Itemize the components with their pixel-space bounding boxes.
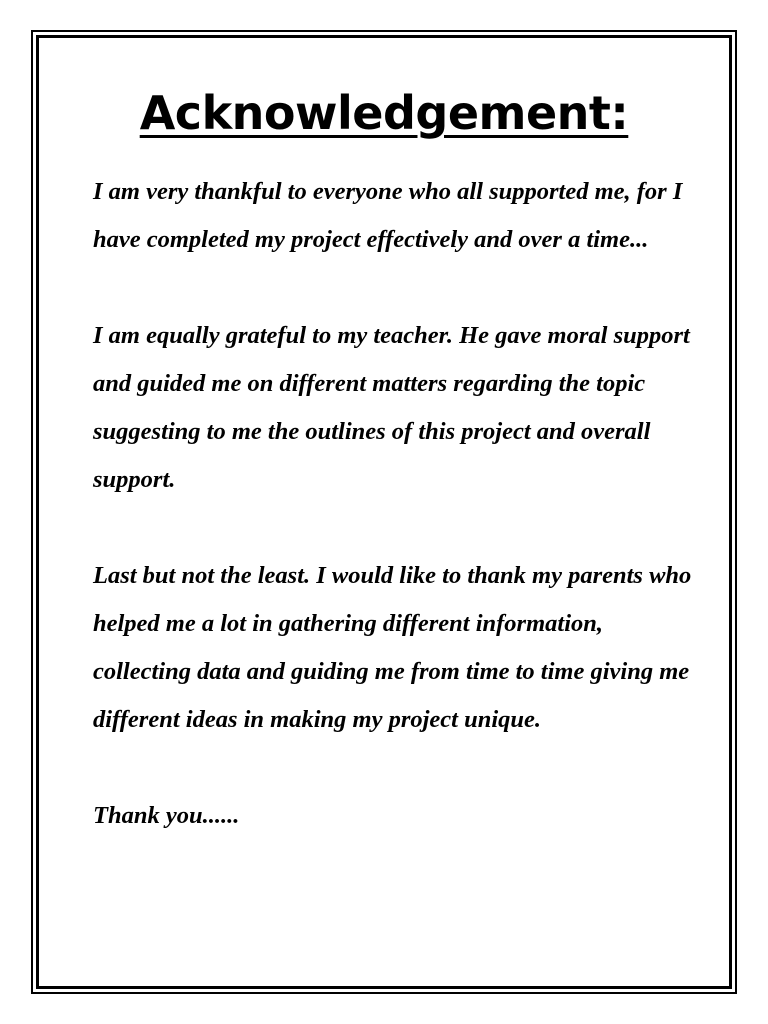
paragraph-thanks-teacher: I am equally grateful to my teacher. He gave moral support and guided me on different matters regarding the topic suggesting to me the outlines of this project and overall support. (93, 322, 690, 493)
acknowledgement-body (93, 168, 693, 840)
paragraph-thanks-parents: Last but not the least. I would like to thank my parents who helped me a lot in gathering different information, collecting data and guiding me from time to time giving me different ideas in making my project unique. (93, 562, 692, 733)
page-title: Acknowledgement: (139, 86, 629, 140)
closing-thank-you: Thank you...... (93, 802, 240, 829)
paragraph-thanks-everyone: I am very thankful to everyone who all supported me, for I have completed my project effectively and over a time... (93, 178, 683, 253)
